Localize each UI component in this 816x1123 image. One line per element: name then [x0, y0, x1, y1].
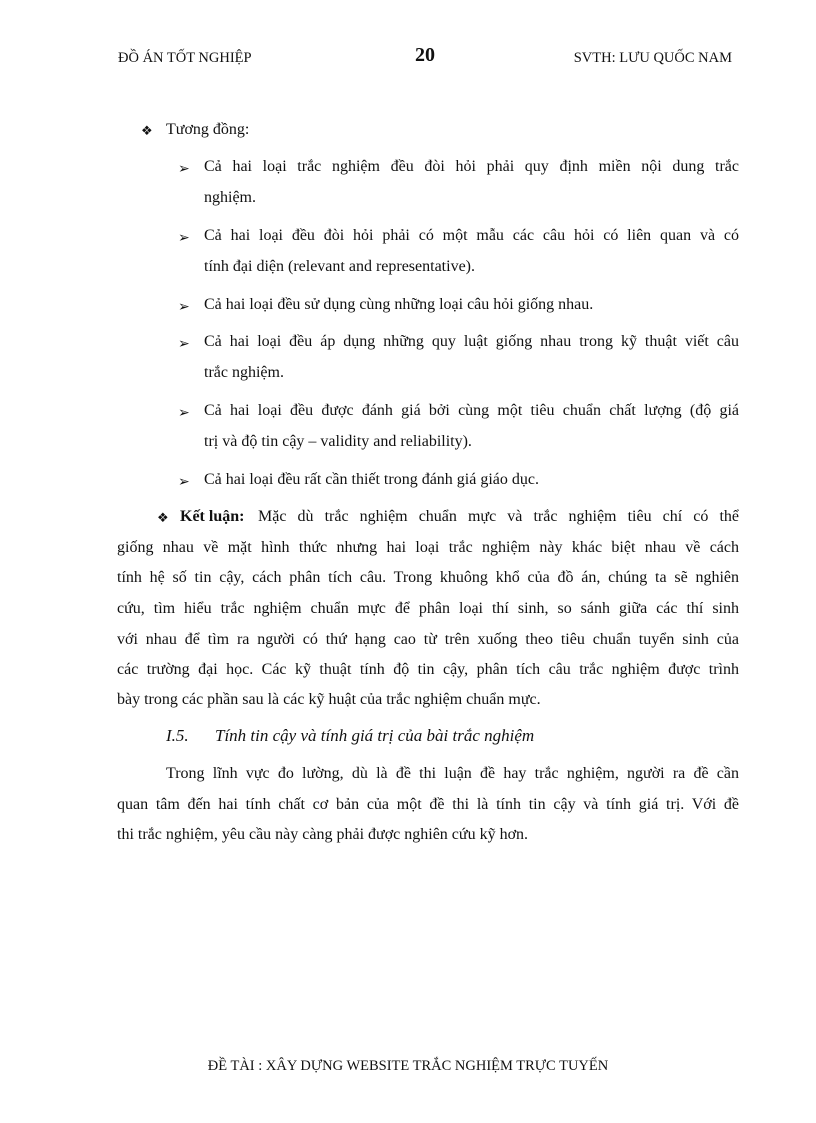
similarities-title: Tương đồng: — [166, 121, 250, 138]
page-header — [118, 44, 732, 72]
conclusion-line-5: với nhau để tìm ra người có thứ hạng cao từ trên xuống theo tiêu chuẩn tuyển sinh của — [117, 631, 739, 648]
arrow-bullet-icon: ➢ — [178, 405, 190, 421]
similarity-item-1-line-2: nghiệm. — [204, 189, 256, 206]
conclusion-line-2: giống nhau về mặt hình thức nhưng hai loại trắc nghiệm này khác biệt nhau về cách — [117, 539, 739, 556]
page-footer: ĐỀ TÀI : XÂY DỰNG WEBSITE TRẮC NGHIỆM TRỰC TUYẾN — [207, 1058, 609, 1074]
similarity-item-2-line-2: tính đại diện (relevant and representative). — [204, 258, 475, 275]
conclusion-line-3: tính hệ số tin cậy, cách phân tích câu. Trong khuông khổ của đồ án, chúng ta sẽ nghiên — [117, 569, 739, 586]
conclusion-label: Kết luận: — [180, 508, 245, 525]
similarity-item-4-line-1: Cả hai loại đều áp dụng những quy luật giống nhau trong kỹ thuật viết câu — [204, 333, 739, 350]
arrow-bullet-icon: ➢ — [178, 230, 190, 246]
header-title: ĐỒ ÁN TỐT NGHIỆP — [118, 50, 252, 66]
similarity-item-1-line-1: Cả hai loại trắc nghiệm đều đòi hỏi phải quy định miền nội dung trắc — [204, 158, 739, 175]
page-number: 20 — [415, 44, 435, 66]
section-number: I.5. — [166, 726, 189, 745]
similarity-item-3-line-1: Cả hai loại đều sử dụng cùng những loại câu hỏi giống nhau. — [204, 296, 594, 313]
similarity-item-6-line-1: Cả hai loại đều rất cần thiết trong đánh giá giáo dục. — [204, 471, 539, 488]
similarity-item-4-line-2: trắc nghiệm. — [204, 364, 284, 381]
arrow-bullet-icon: ➢ — [178, 474, 190, 490]
paragraph-line-2: quan tâm đến hai tính chất cơ bản của một đề thi là tính tin cậy và tính giá trị. Với đề — [117, 796, 739, 813]
arrow-bullet-icon: ➢ — [178, 161, 190, 177]
conclusion-line-1: Mặc dù trắc nghiệm chuẩn mực và trắc nghiệm tiêu chí có thể — [258, 508, 739, 525]
similarity-item-5-line-1: Cả hai loại đều được đánh giá bởi cùng một tiêu chuẩn chất lượng (độ giá — [204, 402, 739, 419]
four-diamond-icon: ❖ — [157, 511, 169, 526]
arrow-bullet-icon: ➢ — [178, 336, 190, 352]
four-diamond-icon: ❖ — [141, 124, 153, 139]
conclusion-line-4: cứu, tìm hiểu trắc nghiệm chuẩn mực để phân loại thí sinh, so sánh giữa các thí sinh — [117, 600, 739, 617]
conclusion-line-6: các trường đại học. Các kỹ thuật tính độ tin cậy, phân tích câu trắc nghiệm được trình — [117, 661, 739, 678]
similarity-item-5-line-2: trị và độ tin cậy – validity and reliability). — [204, 433, 472, 450]
conclusion-line-7: bày trong các phần sau là các kỹ huật của trắc nghiệm chuẩn mực. — [117, 691, 541, 708]
arrow-bullet-icon: ➢ — [178, 299, 190, 315]
header-author: SVTH: LƯU QUỐC NAM — [573, 50, 732, 66]
paragraph-line-3: thi trắc nghiệm, yêu cầu này càng phải được nghiên cứu kỹ hơn. — [117, 826, 529, 843]
section-title: Tính tin cậy và tính giá trị của bài trắc nghiệm — [215, 726, 535, 745]
paragraph-line-1: Trong lĩnh vực đo lường, dù là đề thi luận đề hay trắc nghiệm, người ra đề cần — [166, 765, 739, 782]
similarity-item-2-line-1: Cả hai loại đều đòi hỏi phải có một mẫu các câu hỏi có liên quan và có — [204, 227, 739, 244]
